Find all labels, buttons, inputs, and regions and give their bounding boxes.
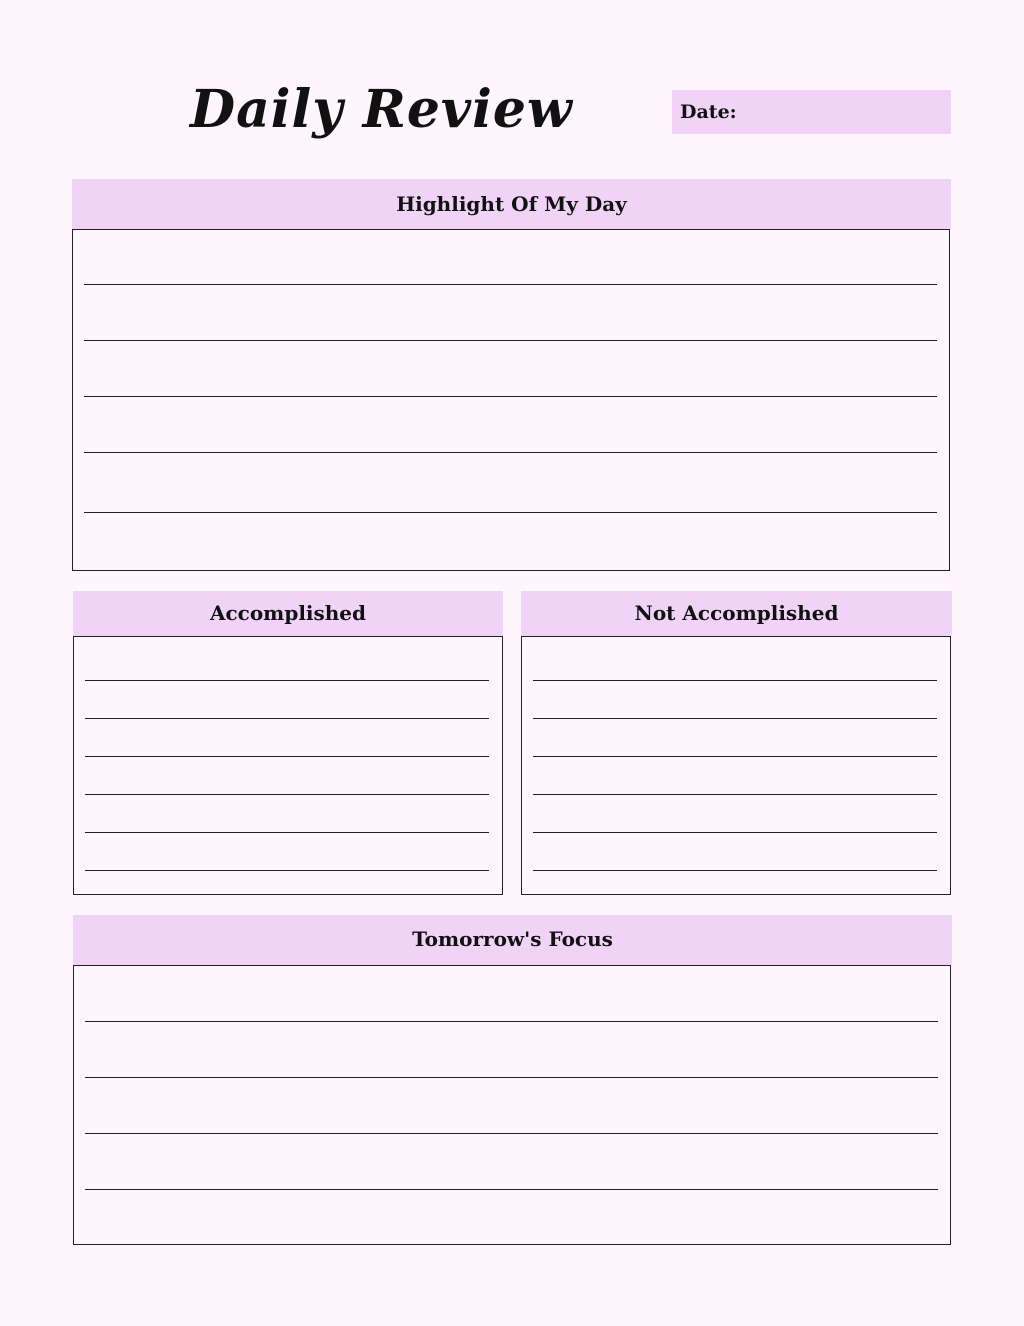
- writing-line: [85, 718, 489, 719]
- writing-line: [85, 794, 489, 795]
- page-title: Daily Review: [190, 79, 573, 140]
- writing-line: [533, 870, 937, 871]
- writing-line: [85, 1077, 938, 1078]
- writing-line: [85, 832, 489, 833]
- not-accomplished-writing-area[interactable]: [521, 636, 951, 895]
- writing-line: [85, 1021, 938, 1022]
- date-field[interactable]: [672, 90, 951, 134]
- accomplished-header: Accomplished: [73, 591, 503, 636]
- writing-line: [533, 718, 937, 719]
- tomorrow-writing-area[interactable]: [73, 965, 951, 1245]
- writing-line: [533, 680, 937, 681]
- date-label: Date:: [680, 101, 737, 123]
- accomplished-writing-area[interactable]: [73, 636, 503, 895]
- writing-line: [85, 1133, 938, 1134]
- writing-line: [85, 1189, 938, 1190]
- tomorrow-header: Tomorrow's Focus: [73, 915, 952, 965]
- not-accomplished-header: Not Accomplished: [521, 591, 952, 636]
- writing-line: [533, 832, 937, 833]
- writing-line: [84, 340, 937, 341]
- writing-line: [85, 870, 489, 871]
- writing-line: [533, 756, 937, 757]
- writing-line: [84, 396, 937, 397]
- highlight-header: Highlight Of My Day: [72, 179, 951, 229]
- writing-line: [85, 680, 489, 681]
- writing-line: [533, 794, 937, 795]
- writing-line: [84, 284, 937, 285]
- highlight-writing-area[interactable]: [72, 229, 950, 571]
- writing-line: [85, 756, 489, 757]
- writing-line: [84, 452, 937, 453]
- writing-line: [84, 512, 937, 513]
